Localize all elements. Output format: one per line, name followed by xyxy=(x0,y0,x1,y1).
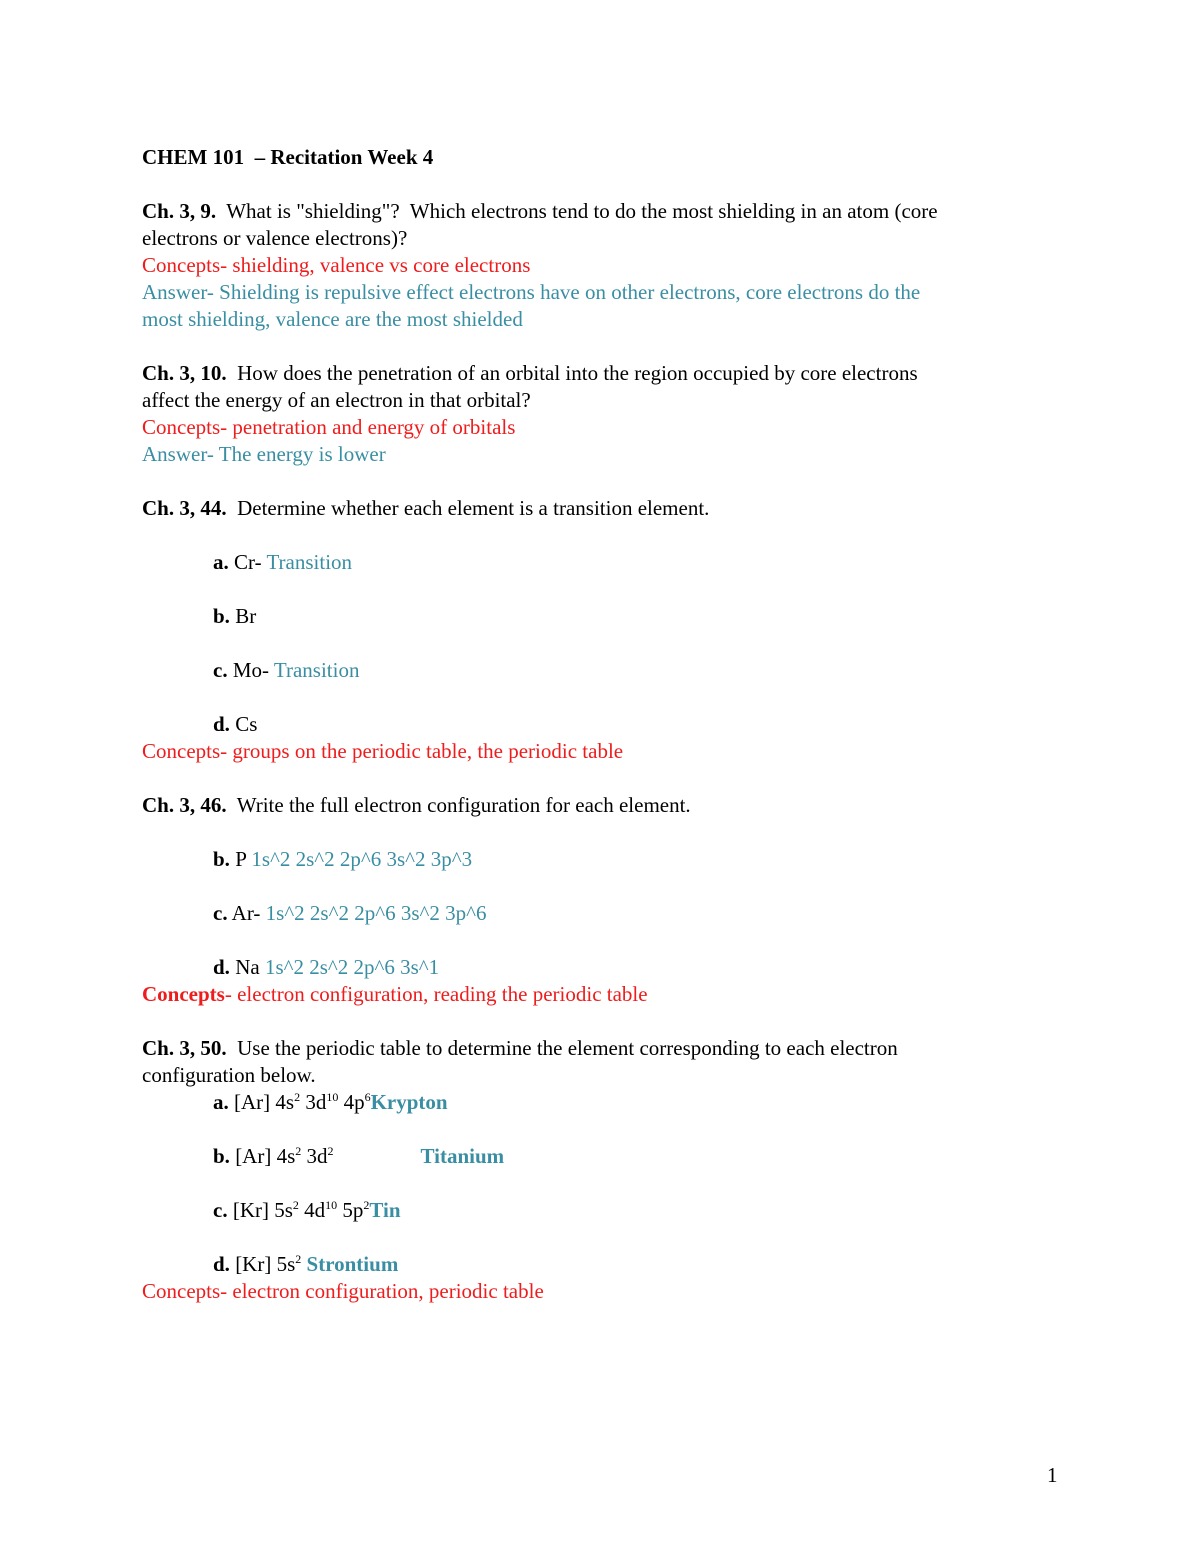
element-name: P xyxy=(229,847,252,871)
part-label: c. xyxy=(213,1198,228,1222)
part-c xyxy=(142,900,1062,927)
config-text: 3d xyxy=(300,1090,327,1114)
part-d xyxy=(142,711,1062,738)
question-text xyxy=(142,792,1062,819)
question-text-line2: configuration below. xyxy=(142,1063,316,1087)
question-number: Ch. 3, 10. xyxy=(142,361,227,385)
concepts-label: Concepts xyxy=(142,982,225,1006)
document-body xyxy=(142,144,1062,1305)
part-answer: Titanium xyxy=(420,1144,505,1168)
question-text-body: Determine whether each element is a transition element. xyxy=(226,496,710,520)
superscript: 2 xyxy=(327,1144,334,1158)
concepts-line: Concepts- penetration and energy of orbitals xyxy=(142,415,516,439)
question-text xyxy=(142,360,1062,387)
question-text-line1: How does the penetration of an orbital into the region occupied by core electrons xyxy=(226,361,918,385)
superscript: 2 xyxy=(295,1144,302,1158)
concepts-line: Concepts- groups on the periodic table, the periodic table xyxy=(142,739,624,763)
part-answer: 1s^2 2s^2 2p^6 3s^1 xyxy=(264,955,440,979)
config-text: [Kr] 5s xyxy=(229,1252,296,1276)
question-ch3-10 xyxy=(142,360,1062,468)
element-name: Mo- xyxy=(227,658,274,682)
part-answer: Transition xyxy=(273,658,360,682)
page-title: CHEM 101 – Recitation Week 4 xyxy=(142,145,434,169)
part-answer: Strontium xyxy=(306,1252,399,1276)
config-text: [Ar] 4s xyxy=(228,1090,295,1114)
concepts-line xyxy=(142,981,1062,1008)
question-text-line1: Use the periodic table to determine the element corresponding to each electron xyxy=(226,1036,898,1060)
question-number: Ch. 3, 50. xyxy=(142,1036,227,1060)
config-text: 5p xyxy=(337,1198,364,1222)
page-number: 1 xyxy=(1047,1463,1058,1487)
part-a xyxy=(142,549,1062,576)
config-text: [Ar] 4s xyxy=(229,1144,296,1168)
part-label: b. xyxy=(213,604,230,628)
question-text xyxy=(142,1035,1062,1062)
part-answer: Tin xyxy=(369,1198,401,1222)
question-number: Ch. 3, 46. xyxy=(142,793,227,817)
concepts-text: - electron configuration, reading the periodic table xyxy=(224,982,648,1006)
question-number: Ch. 3, 9. xyxy=(142,199,217,223)
element-name: Na xyxy=(229,955,265,979)
part-label: d. xyxy=(213,955,230,979)
concepts-line: Concepts- electron configuration, periodic table xyxy=(142,1279,544,1303)
question-ch3-44 xyxy=(142,495,1062,765)
element-name: Ar- xyxy=(227,901,266,925)
part-label: a. xyxy=(213,1090,229,1114)
part-answer: Krypton xyxy=(370,1090,448,1114)
superscript: 2 xyxy=(295,1252,302,1266)
part-label: b. xyxy=(213,847,230,871)
superscript: 10 xyxy=(326,1090,339,1104)
superscript: 2 xyxy=(294,1090,301,1104)
question-text-line2: affect the energy of an electron in that orbital? xyxy=(142,388,531,412)
question-ch3-50 xyxy=(142,1035,1062,1305)
question-ch3-46 xyxy=(142,792,1062,1008)
part-c xyxy=(142,1197,1062,1224)
element-name: Br xyxy=(229,604,257,628)
element-name: Cs xyxy=(229,712,258,736)
part-label: c. xyxy=(213,658,228,682)
concepts-line: Concepts- shielding, valence vs core electrons xyxy=(142,253,531,277)
part-b xyxy=(142,846,1062,873)
part-label: a. xyxy=(213,550,229,574)
answer-line1: Answer- Shielding is repulsive effect electrons have on other electrons, core electrons do the xyxy=(142,280,921,304)
part-b xyxy=(142,603,1062,630)
part-answer: 1s^2 2s^2 2p^6 3s^2 3p^3 xyxy=(251,847,473,871)
part-label: c. xyxy=(213,901,228,925)
part-label: d. xyxy=(213,712,230,736)
superscript: 2 xyxy=(363,1198,370,1212)
element-name: Cr- xyxy=(228,550,267,574)
config-text: [Kr] 5s xyxy=(227,1198,293,1222)
part-d xyxy=(142,1251,1062,1278)
question-text-body: Write the full electron configuration for each element. xyxy=(226,793,691,817)
config-text: 4d xyxy=(298,1198,326,1222)
superscript: 6 xyxy=(364,1090,371,1104)
part-answer: 1s^2 2s^2 2p^6 3s^2 3p^6 xyxy=(265,901,487,925)
question-text-line2: electrons or valence electrons)? xyxy=(142,226,408,250)
part-label: b. xyxy=(213,1144,230,1168)
question-text xyxy=(142,495,1062,522)
part-label: d. xyxy=(213,1252,230,1276)
superscript: 2 xyxy=(292,1198,299,1212)
config-text: 4p xyxy=(338,1090,365,1114)
config-text: 3d xyxy=(301,1144,328,1168)
part-answer: Transition xyxy=(266,550,353,574)
question-text xyxy=(142,198,1062,225)
superscript: 10 xyxy=(325,1198,338,1212)
question-text-line1: What is "shielding"? Which electrons tend to do the most shielding in an atom (core xyxy=(216,199,938,223)
part-a xyxy=(142,1089,1062,1116)
answer-line2: most shielding, valence are the most shielded xyxy=(142,307,523,331)
question-ch3-9 xyxy=(142,198,1062,333)
part-c xyxy=(142,657,1062,684)
part-d xyxy=(142,954,1062,981)
part-b xyxy=(142,1143,1062,1170)
question-number: Ch. 3, 44. xyxy=(142,496,227,520)
answer-line: Answer- The energy is lower xyxy=(142,442,386,466)
